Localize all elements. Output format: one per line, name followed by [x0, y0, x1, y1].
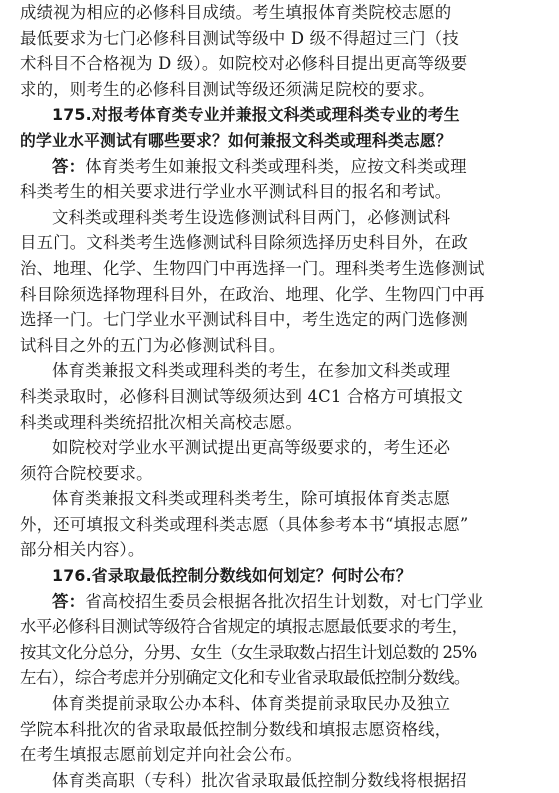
body-line: 科类或理科类统招批次相关高校志愿。	[20, 412, 303, 432]
paragraph-start: 体育类兼报文科类或理科类的考生，在参加文科类或理	[52, 361, 451, 381]
body-line: 选择一门。七门学业水平测试科目中，考生选定的两门选修测	[20, 310, 468, 330]
body-line: 科类考生的相关要求进行学业水平测试科目的报名和考试。	[20, 182, 452, 202]
body-line: 水平必修科目测试等级符合省规定的填报志愿最低要求的考生，	[20, 617, 468, 637]
paragraph-start: 文科类或理科类考生设选修测试科目两门，必修测试科	[52, 207, 451, 227]
body-line: 科目除须选择物理科目外，在政治、地理、化学、生物四门中再	[20, 284, 485, 304]
body-line: 试科目之外的五门为必修测试科目。	[20, 335, 286, 355]
body-line: 科类录取时，必修科目测试等级须达到 4C1 合格方可填报文	[20, 386, 463, 406]
body-line: 外，还可填报文科类或理科类志愿（具体参考本书“填报志愿”	[20, 514, 469, 534]
body-line: 须符合院校要求。	[20, 463, 153, 483]
paragraph-start: 体育类兼报文科类或理科类考生，除可填报体育类志愿	[52, 489, 451, 509]
body-line: 按其文化分总分，分男、女生（女生录取数占招生计划总数的 25%	[20, 642, 477, 662]
body-line: 术科目不合格视为 D 级）。如院校对必修科目提出更高等级要	[20, 54, 468, 74]
body-line: 目五门。文科类考生选修测试科目除须选择历史科目外，在政	[20, 233, 468, 253]
body-line: 学院本科批次的省录取最低控制分数线和填报志愿资格线，	[20, 719, 452, 739]
body-line: 最低要求为七门必修科目测试等级中 D 级不得超过三门（技	[20, 28, 459, 48]
body-line: 治、地理、化学、生物四门中再选择一门。理科类考生选修测试	[20, 258, 485, 278]
body-line: 在考生填报志愿前划定并向社会公布。	[20, 745, 303, 765]
answer-line	[20, 589, 541, 615]
question-heading-175: 175.对报考体育类专业并兼报文科类或理科类专业的考生	[52, 105, 460, 125]
answer-label: 答：	[52, 591, 86, 611]
answer-text: 省高校招生委员会根据各批次招生计划数，对七门学业	[85, 591, 484, 611]
question-heading-175-cont: 的学业水平测试有哪些要求？如何兼报文科类或理科类志愿？	[20, 130, 452, 150]
body-line: 成绩视为相应的必修科目成绩。考生填报体育类院校志愿的	[20, 3, 452, 22]
body-line: 左右），综合考虑并分别确定文化和专业省录取最低控制分数线。	[20, 668, 470, 688]
paragraph-start: 体育类提前录取公办本科、体育类提前录取民办及独立	[52, 694, 451, 714]
question-heading-176: 176.省录取最低控制分数线如何划定？何时公布？	[52, 566, 412, 586]
answer-text: 体育类考生如兼报文科类或理科类，应按文科类或理	[85, 156, 467, 176]
body-line: 求的，则考生的必修科目测试等级还须满足院校的要求。	[20, 79, 435, 99]
answer-line	[20, 154, 541, 180]
answer-label: 答：	[52, 156, 86, 176]
paragraph-start: 体育类高职（专科）批次省录取最低控制分数线将根据招	[52, 770, 467, 790]
paragraph-start: 如院校对学业水平测试提出更高等级要求的，考生还必	[52, 438, 451, 458]
body-line: 部分相关内容）。	[20, 540, 145, 560]
